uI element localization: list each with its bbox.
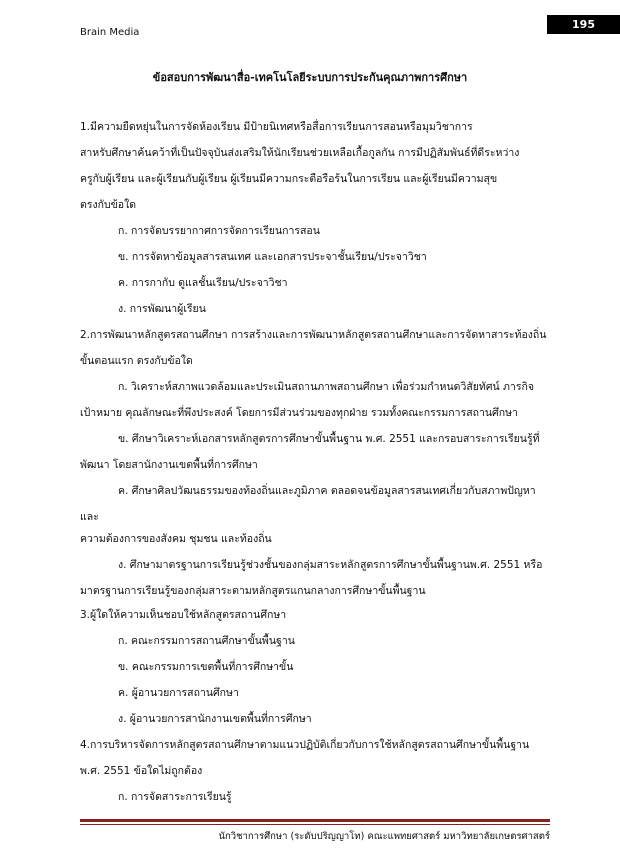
page-number: 195 [547, 15, 620, 34]
q1-stem-line: สาหรับศึกษาค้นคว้าที่เป็นปัจจุบันส่งเสริมให้นักเรียนช่วยเหลือเกื้อกูลกัน การมีปฏิสัมพันธ์ที่ดีระหว่าง [80, 147, 520, 159]
q2-option-a: ก. วิเคราะห์สภาพแวดล้อมและประเมินสถานภาพสถานศึกษา เพื่อร่วมกำหนดวิสัยทัศน์ ภารกิจ [118, 381, 534, 393]
q2-option-d-cont: มาตรฐานการเรียนรู้ของกลุ่มสาระตามหลักสูตรแกนกลางการศึกษาขั้นพื้นฐาน [80, 585, 426, 597]
q4-option-a: ก. การจัดสาระการเรียนรู้ [118, 791, 232, 803]
q3-option-b: ข. คณะกรรมการเขตพื้นที่การศึกษาขั้น [118, 661, 294, 673]
q2-option-c: ค. ศึกษาศิลปวัฒนธรรมของท้องถิ่นและภูมิภาค ตลอดจนข้อมูลสารสนเทศเกี่ยวกับสภาพปัญหา [118, 485, 536, 497]
q3-option-d: ง. ผู้อานวยการสานักงานเขตพื้นที่การศึกษา [118, 713, 312, 725]
q1-option-b: ข. การจัดหาข้อมูลสารสนเทศ และเอกสารประจาชั้นเรียน/ประจาวิชา [118, 251, 427, 263]
q2-stem-line: 2.การพัฒนาหลักสูตรสถานศึกษา การสร้างและการพัฒนาหลักสูตรสถานศึกษาและการจัดหาสาระท้องถิ่น [80, 329, 547, 341]
footer-rule-thin [80, 824, 550, 825]
q1-option-c: ค. การกากับ ดูแลชั้นเรียน/ประจาวิชา [118, 277, 288, 289]
q3-stem: 3.ผู้ใดให้ความเห็นชอบใช้หลักสูตรสถานศึกษา [80, 609, 287, 621]
page-title: ข้อสอบการพัฒนาสื่อ-เทคโนโลยีระบบการประกันคุณภาพการศึกษา [152, 71, 468, 84]
footer-text: นักวิชาการศึกษา (ระดับปริญญาโท) คณะแพทยศาสตร์ มหาวิทยาลัยเกษตรศาสตร์ [218, 831, 550, 842]
q2-option-b-cont: พัฒนา โดยสานักงานเขตพื้นที่การศึกษา [80, 459, 258, 471]
footer-rule [80, 819, 550, 822]
brand-label: Brain Media [80, 27, 140, 38]
q1-stem-line: ตรงกับข้อใด [80, 199, 137, 211]
q2-option-d: ง. ศึกษามาตรฐานการเรียนรู้ช่วงชั้นของกลุ่มสาระหลักสูตรการศึกษาขั้นพื้นฐานพ.ศ. 2551 หรือ [118, 559, 543, 571]
q4-stem-line: 4.การบริหารจัดการหลักสูตรสถานศึกษาตามแนวปฏิบัติเกี่ยวกับการใช้หลักสูตรสถานศึกษาขั้นพื้นฐาน [80, 739, 530, 751]
q3-option-c: ค. ผู้อานวยการสถานศึกษา [118, 687, 239, 699]
q2-option-a-cont: เป้าหมาย คุณลักษณะที่พึงประสงค์ โดยการมีส่วนร่วมของทุกฝ่าย รวมทั้งคณะกรรมการสถานศึกษา [80, 407, 518, 419]
q1-stem-line: 1.มีความยืดหยุ่นในการจัดห้องเรียน มีป้ายนิเทศหรือสื่อการเรียนการสอนหรือมุมวิชาการ [80, 121, 473, 133]
q4-stem-line: พ.ศ. 2551 ข้อใดไม่ถูกต้อง [80, 765, 203, 777]
q2-option-b: ข. ศึกษาวิเคราะห์เอกสารหลักสูตรการศึกษาขั้นพื้นฐาน พ.ศ. 2551 และกรอบสาระการเรียนรู้ที่ [118, 433, 540, 445]
q2-option-c-cont: ความต้องการของสังคม ชุมชน และท้องถิ่น [80, 533, 272, 545]
q2-stem-line: ขั้นตอนแรก ตรงกับข้อใด [80, 355, 193, 367]
q1-stem-line: ครูกับผู้เรียน และผู้เรียนกับผู้เรียน ผู้เรียนมีความกระตือรือร้นในการเรียน และผู้เรียนมีความสุข [80, 173, 498, 185]
q2-option-c-cont: และ [80, 511, 99, 523]
q1-option-d: ง. การพัฒนาผู้เรียน [118, 303, 206, 315]
q3-option-a: ก. คณะกรรมการสถานศึกษาขั้นพื้นฐาน [118, 635, 295, 647]
q1-option-a: ก. การจัดบรรยากาศการจัดการเรียนการสอน [118, 225, 320, 237]
